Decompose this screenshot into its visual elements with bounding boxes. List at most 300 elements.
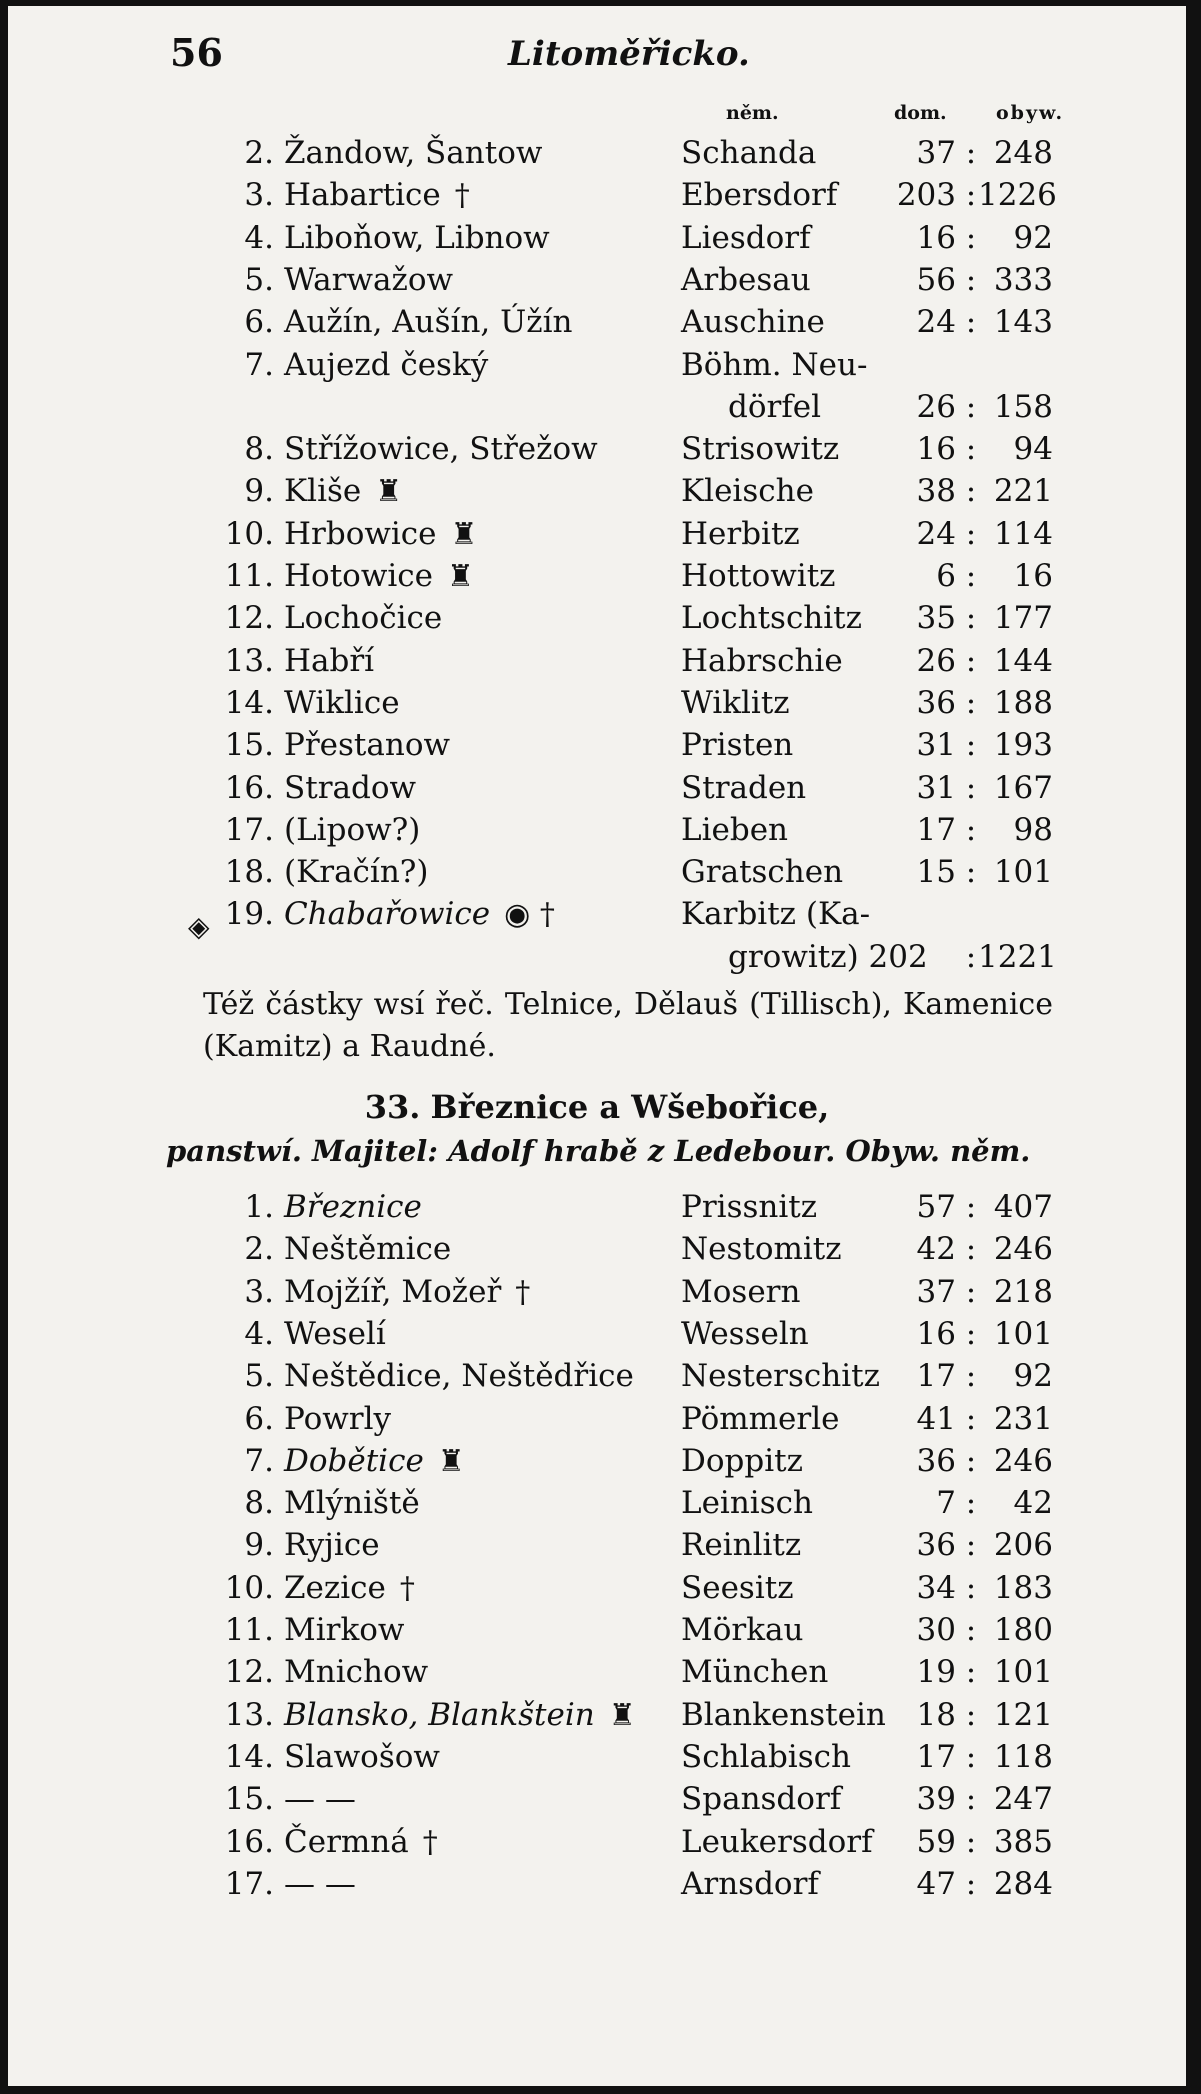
czech-name	[284, 344, 488, 386]
row-number: 10.	[224, 515, 274, 552]
separator: :	[965, 600, 977, 637]
inhabitant-count: 16	[1013, 558, 1053, 594]
inhabitant-count: 94	[1013, 431, 1053, 468]
table-row	[8, 1524, 1186, 1566]
czech-name-text: Aužín, Aušín, Úžín	[284, 304, 573, 341]
czech-name-text: Žandow, Šantow	[284, 135, 543, 171]
house-count: 57	[916, 1189, 956, 1225]
czech-name	[284, 1609, 404, 1651]
table-row	[8, 301, 1186, 343]
separator: :	[965, 177, 977, 214]
czech-name-text: Liboňow, Libnow	[284, 219, 550, 256]
row-number: 17.	[224, 811, 274, 848]
col-head-inhabitants: obyw.	[996, 102, 1065, 124]
czech-name-text: Hrbowice	[284, 515, 437, 552]
czech-name-text: Neštěmice	[284, 1231, 452, 1268]
row-number: 15.	[224, 727, 274, 764]
separator: :	[965, 304, 977, 341]
row-number: 3.	[244, 177, 274, 214]
czech-name-text: Mojžíř, Možeř	[284, 1273, 502, 1310]
czech-name-text: Mnichow	[284, 1654, 429, 1691]
separator: :	[965, 1696, 977, 1733]
row-number: 7.	[244, 346, 274, 383]
german-name: Gratschen	[681, 854, 844, 891]
separator: :	[965, 1231, 977, 1268]
map-symbol-icon: ♜	[375, 474, 403, 510]
czech-name	[284, 1524, 380, 1566]
czech-name-text: Mirkow	[284, 1612, 405, 1648]
separator: :	[965, 1612, 977, 1648]
inhabitant-count: 167	[993, 769, 1053, 806]
map-symbol-icon: †	[422, 1824, 438, 1860]
czech-name	[284, 809, 420, 851]
row-number: 19.	[224, 896, 274, 933]
czech-name	[284, 1440, 465, 1483]
german-name: Leinisch	[681, 1485, 813, 1522]
german-name: Nestomitz	[681, 1231, 842, 1268]
czech-name-text: Mlýniště	[284, 1485, 420, 1522]
german-name: Kleische	[681, 473, 814, 510]
czech-name	[284, 132, 542, 174]
house-count: 6	[936, 558, 956, 594]
house-count: 38	[916, 473, 956, 510]
czech-name	[284, 301, 572, 343]
house-count: 41	[916, 1400, 956, 1437]
german-name: Strisowitz	[681, 431, 840, 468]
house-count: 56	[916, 261, 956, 298]
german-name: Liesdorf	[681, 219, 811, 256]
czech-name-text: Blansko, Blankštein	[284, 1696, 595, 1733]
note-paragraph: Též částky wsí řeč. Telnice, Dělauš (Tillisch), Kamenice (Kamitz) a Raudné.	[203, 987, 1053, 1064]
map-symbol-icon: †	[515, 1274, 531, 1310]
row-number: 5.	[244, 1358, 274, 1395]
table-row	[8, 597, 1186, 639]
row-number: 15.	[224, 1781, 274, 1818]
czech-name	[284, 428, 598, 470]
separator: :	[965, 1823, 977, 1860]
czech-name-text: Habartice	[284, 177, 441, 214]
czech-name-text: Střížowice, Střežow	[284, 431, 598, 468]
czech-name-text: (Lipow?)	[284, 811, 421, 848]
row-number: 5.	[244, 261, 274, 298]
row-number: 4.	[244, 1315, 274, 1352]
czech-name	[284, 724, 450, 766]
german-name: Wesseln	[681, 1315, 809, 1352]
table-row	[8, 132, 1186, 174]
house-count: 17	[916, 1738, 956, 1775]
inhabitant-count: 144	[993, 642, 1053, 679]
czech-name	[284, 682, 400, 724]
inhabitant-count: 284	[993, 1865, 1053, 1902]
table-row	[8, 1821, 1186, 1863]
czech-name-text: — —	[284, 1781, 356, 1818]
row-number: 13.	[224, 642, 274, 679]
table-row	[8, 1186, 1186, 1228]
table-row	[8, 1228, 1186, 1270]
czech-name	[284, 1228, 451, 1270]
german-name: Herbitz	[681, 515, 800, 552]
czech-name	[284, 1313, 386, 1355]
german-name: Schanda	[681, 135, 817, 171]
czech-name-text: Ryjice	[284, 1527, 380, 1564]
czech-name-text: Neštědice, Neštědřice	[284, 1358, 634, 1395]
house-count: 18	[916, 1696, 956, 1733]
separator: :	[965, 642, 977, 679]
separator: :	[965, 811, 977, 848]
section-owner-line: panstwí. Majitel: Adolf hrabě z Ledebour. Obyw. něm.	[166, 1134, 1031, 1168]
separator: :	[965, 1527, 977, 1564]
inhabitant-count: 206	[993, 1527, 1053, 1564]
separator: :	[965, 1315, 977, 1352]
house-count: 30	[916, 1612, 956, 1648]
czech-name	[284, 767, 416, 809]
czech-name-text: Wiklice	[284, 684, 400, 721]
inhabitant-count: 101	[993, 1654, 1053, 1691]
house-count: 37	[916, 135, 956, 171]
section-number: 33.	[364, 1088, 421, 1126]
inhabitant-count: 1221	[978, 938, 1057, 975]
czech-name	[284, 1863, 356, 1905]
house-count: 26	[916, 642, 956, 679]
table-row	[8, 1355, 1186, 1397]
row-number: 12.	[224, 600, 274, 637]
running-title: Litoměřicko.	[508, 34, 750, 74]
czech-name-text: Stradow	[284, 769, 417, 806]
col-head-houses: dom.	[894, 102, 947, 124]
separator: :	[965, 1654, 977, 1691]
german-name: growitz) 202	[728, 938, 928, 975]
inhabitant-count: 101	[993, 854, 1053, 891]
table-row	[8, 174, 1186, 216]
section-heading	[8, 1088, 1186, 1126]
inhabitant-count: 407	[993, 1189, 1053, 1225]
house-count: 36	[916, 1442, 956, 1479]
czech-name	[284, 851, 429, 893]
separator: :	[965, 1485, 977, 1522]
table-row	[8, 1398, 1186, 1440]
czech-name-text: Lochočice	[284, 600, 443, 637]
separator: :	[965, 558, 977, 594]
row-number: 1.	[244, 1189, 274, 1225]
map-symbol-icon: ♜	[608, 1697, 636, 1733]
german-name: Pömmerle	[681, 1400, 840, 1437]
table-row	[8, 1482, 1186, 1524]
house-count: 47	[916, 1865, 956, 1902]
separator: :	[965, 1781, 977, 1818]
inhabitant-count: 246	[993, 1442, 1053, 1479]
czech-name	[284, 640, 374, 682]
table-row	[8, 1567, 1186, 1609]
inhabitant-count: 246	[993, 1231, 1053, 1268]
house-count: 31	[916, 769, 956, 806]
german-name: Reinlitz	[681, 1527, 802, 1564]
czech-name	[284, 470, 402, 513]
german-name: Pristen	[681, 727, 794, 764]
separator: :	[965, 219, 977, 256]
row-number: 2.	[244, 135, 274, 171]
house-count: 59	[916, 1823, 956, 1860]
house-count: 17	[916, 1358, 956, 1395]
separator: :	[965, 1569, 977, 1606]
czech-name	[284, 1482, 420, 1524]
table-row	[8, 1736, 1186, 1778]
separator: :	[965, 388, 977, 425]
map-symbol-icon: ♜	[437, 1443, 465, 1479]
table-row	[8, 851, 1186, 893]
section-title: Březnice a Wšebořice,	[430, 1088, 830, 1126]
czech-name-text: — —	[284, 1865, 356, 1902]
inhabitant-count: 158	[993, 388, 1053, 425]
table-row	[8, 724, 1186, 766]
table-row	[8, 1651, 1186, 1693]
inhabitant-count: 231	[993, 1400, 1053, 1437]
table-row	[8, 386, 1186, 428]
german-name: Arbesau	[681, 261, 811, 298]
german-name: Blankenstein	[681, 1696, 886, 1733]
row-number: 16.	[224, 1823, 274, 1860]
german-name: Auschine	[681, 304, 825, 341]
czech-name	[284, 513, 477, 556]
house-count: 31	[916, 727, 956, 764]
row-number: 3.	[244, 1273, 274, 1310]
german-name: Arnsdorf	[681, 1865, 819, 1902]
german-name: dörfel	[728, 388, 822, 425]
inhabitant-count: 248	[993, 135, 1053, 171]
map-symbol-icon: ♜	[446, 559, 474, 594]
inhabitant-count: 118	[993, 1738, 1053, 1775]
separator: :	[965, 135, 977, 171]
table-row	[8, 1863, 1186, 1905]
czech-name-text: Zezice	[284, 1569, 386, 1606]
czech-name	[284, 1355, 634, 1397]
house-count: 17	[916, 811, 956, 848]
book-page	[8, 6, 1186, 2086]
separator: :	[965, 684, 977, 721]
house-count: 15	[916, 854, 956, 891]
table-row	[8, 682, 1186, 724]
table-row	[8, 428, 1186, 470]
inhabitant-count: 333	[993, 261, 1053, 298]
czech-name	[284, 1398, 391, 1440]
house-count: 36	[916, 684, 956, 721]
table-row	[8, 1440, 1186, 1482]
separator: :	[965, 473, 977, 510]
house-count: 16	[916, 1315, 956, 1352]
czech-name	[284, 1651, 428, 1693]
czech-name	[284, 259, 453, 301]
table-row	[8, 767, 1186, 809]
german-name: Karbitz (Ka-	[681, 896, 871, 933]
row-number: 2.	[244, 1231, 274, 1268]
czech-name-text: Habří	[284, 642, 375, 679]
german-name: Doppitz	[681, 1442, 803, 1479]
inhabitant-count: 183	[993, 1569, 1053, 1606]
table-row	[8, 1313, 1186, 1355]
czech-name-text: Powrly	[284, 1400, 392, 1437]
czech-name-text: Přestanow	[284, 727, 451, 764]
czech-name-text: Kliše	[284, 473, 362, 510]
separator: :	[965, 1358, 977, 1395]
czech-name-text: Warwažow	[284, 261, 454, 298]
separator: :	[965, 938, 977, 975]
table-row	[8, 217, 1186, 259]
house-count: 24	[916, 304, 956, 341]
german-name: Lochtschitz	[681, 600, 862, 637]
row-number: 4.	[244, 219, 274, 256]
czech-name	[284, 597, 442, 639]
house-count: 42	[916, 1231, 956, 1268]
separator: :	[965, 515, 977, 552]
separator: :	[965, 1273, 977, 1310]
czech-name	[284, 1821, 438, 1864]
inhabitant-count: 247	[993, 1781, 1053, 1818]
row-number: 7.	[244, 1442, 274, 1479]
czech-name	[284, 1271, 530, 1314]
house-count: 26	[916, 388, 956, 425]
table-row	[8, 470, 1186, 512]
map-symbol-icon: †	[399, 1570, 415, 1606]
inhabitant-count: 188	[993, 684, 1053, 721]
german-name: München	[681, 1654, 829, 1691]
czech-name-text: Dobětice	[284, 1442, 424, 1479]
row-number: 14.	[224, 684, 274, 721]
separator: :	[965, 431, 977, 468]
row-number: 13.	[224, 1696, 274, 1733]
czech-name	[284, 217, 550, 259]
inhabitant-count: 1226	[978, 177, 1057, 214]
german-name: Straden	[681, 769, 807, 806]
czech-name-text: Březnice	[284, 1189, 422, 1225]
house-count: 24	[916, 515, 956, 552]
czech-name	[284, 1736, 440, 1778]
house-count: 37	[916, 1273, 956, 1310]
czech-name	[284, 174, 470, 217]
page-number: 56	[170, 30, 223, 75]
inhabitant-count: 121	[993, 1696, 1053, 1733]
table-row	[8, 936, 1186, 978]
inhabitant-count: 98	[1013, 811, 1053, 848]
german-name: Habrschie	[681, 642, 843, 679]
table-row	[8, 1271, 1186, 1313]
inhabitant-count: 385	[993, 1823, 1053, 1860]
row-number: 9.	[244, 1527, 274, 1564]
german-name: Mosern	[681, 1273, 801, 1310]
inhabitant-count: 92	[1013, 219, 1053, 256]
inhabitant-count: 92	[1013, 1358, 1053, 1395]
table-row	[8, 513, 1186, 555]
row-number: 11.	[224, 1612, 274, 1648]
col-head-german: něm.	[726, 102, 779, 124]
german-name: Wiklitz	[681, 684, 790, 721]
row-number: 6.	[244, 1400, 274, 1437]
german-name: Lieben	[681, 811, 789, 848]
czech-name	[284, 1567, 415, 1610]
inhabitant-count: 177	[993, 600, 1053, 637]
czech-name-text: Čermná	[284, 1823, 409, 1860]
map-symbol-icon: ♜	[450, 516, 478, 552]
table-row	[8, 1694, 1186, 1736]
house-count: 35	[916, 600, 956, 637]
czech-name-text: Weselí	[284, 1315, 386, 1352]
table-row	[8, 259, 1186, 301]
row-number: 8.	[244, 431, 274, 468]
czech-name	[284, 893, 555, 936]
inhabitant-count: 114	[993, 515, 1053, 552]
separator: :	[965, 1738, 977, 1775]
separator: :	[965, 769, 977, 806]
separator: :	[965, 1442, 977, 1479]
table-row	[8, 555, 1186, 597]
separator: :	[965, 1189, 977, 1225]
inhabitant-count: 221	[993, 473, 1053, 510]
separator: :	[965, 261, 977, 298]
row-number: 16.	[224, 769, 274, 806]
separator: :	[965, 1400, 977, 1437]
inhabitant-count: 180	[993, 1612, 1053, 1648]
czech-name-text: Chabařowice	[284, 896, 491, 933]
german-name: Hottowitz	[681, 558, 836, 594]
german-name: Leukersdorf	[681, 1823, 873, 1860]
row-number: 9.	[244, 473, 274, 510]
separator: :	[965, 854, 977, 891]
czech-name-text: Hotowice	[284, 558, 433, 594]
german-name: Seesitz	[681, 1569, 794, 1606]
row-number: 17.	[224, 1865, 274, 1902]
house-count: 36	[916, 1527, 956, 1564]
separator: :	[965, 1865, 977, 1902]
map-symbol-icon: †	[454, 178, 470, 214]
czech-name	[284, 1694, 636, 1737]
czech-name	[284, 1778, 356, 1820]
german-name: Mörkau	[681, 1612, 804, 1648]
czech-name-text: Aujezd český	[284, 346, 489, 383]
table-row	[8, 1609, 1186, 1651]
house-count: 39	[916, 1781, 956, 1818]
inhabitant-count: 101	[993, 1315, 1053, 1352]
table-row	[8, 893, 1186, 935]
house-count: 19	[916, 1654, 956, 1691]
german-name: Böhm. Neu-	[681, 346, 868, 383]
table-row	[8, 640, 1186, 682]
german-name: Nesterschitz	[681, 1358, 880, 1395]
czech-name-text: Slawošow	[284, 1738, 440, 1775]
row-number: 10.	[224, 1569, 274, 1606]
czech-name-text: (Kračín?)	[284, 854, 429, 891]
inhabitant-count: 193	[993, 727, 1053, 764]
inhabitant-count: 218	[993, 1273, 1053, 1310]
german-name: Ebersdorf	[681, 177, 838, 214]
separator: :	[965, 727, 977, 764]
row-number: 11.	[224, 558, 274, 594]
german-name: Schlabisch	[681, 1738, 851, 1775]
house-count: 203	[896, 177, 956, 214]
house-count: 7	[936, 1485, 956, 1522]
table-row	[8, 1778, 1186, 1820]
german-name: Prissnitz	[681, 1189, 818, 1225]
table-row	[8, 809, 1186, 851]
german-name: Spansdorf	[681, 1781, 842, 1818]
row-number: 8.	[244, 1485, 274, 1522]
row-number: 12.	[224, 1654, 274, 1691]
table-row	[8, 344, 1186, 386]
castle-seal-icon: ◈	[188, 910, 210, 943]
house-count: 34	[916, 1569, 956, 1606]
map-symbol-icon: ◉ †	[504, 897, 555, 933]
inhabitant-count: 143	[993, 304, 1053, 341]
czech-name	[284, 1186, 422, 1228]
inhabitant-count: 42	[1013, 1485, 1053, 1522]
row-number: 18.	[224, 854, 274, 891]
